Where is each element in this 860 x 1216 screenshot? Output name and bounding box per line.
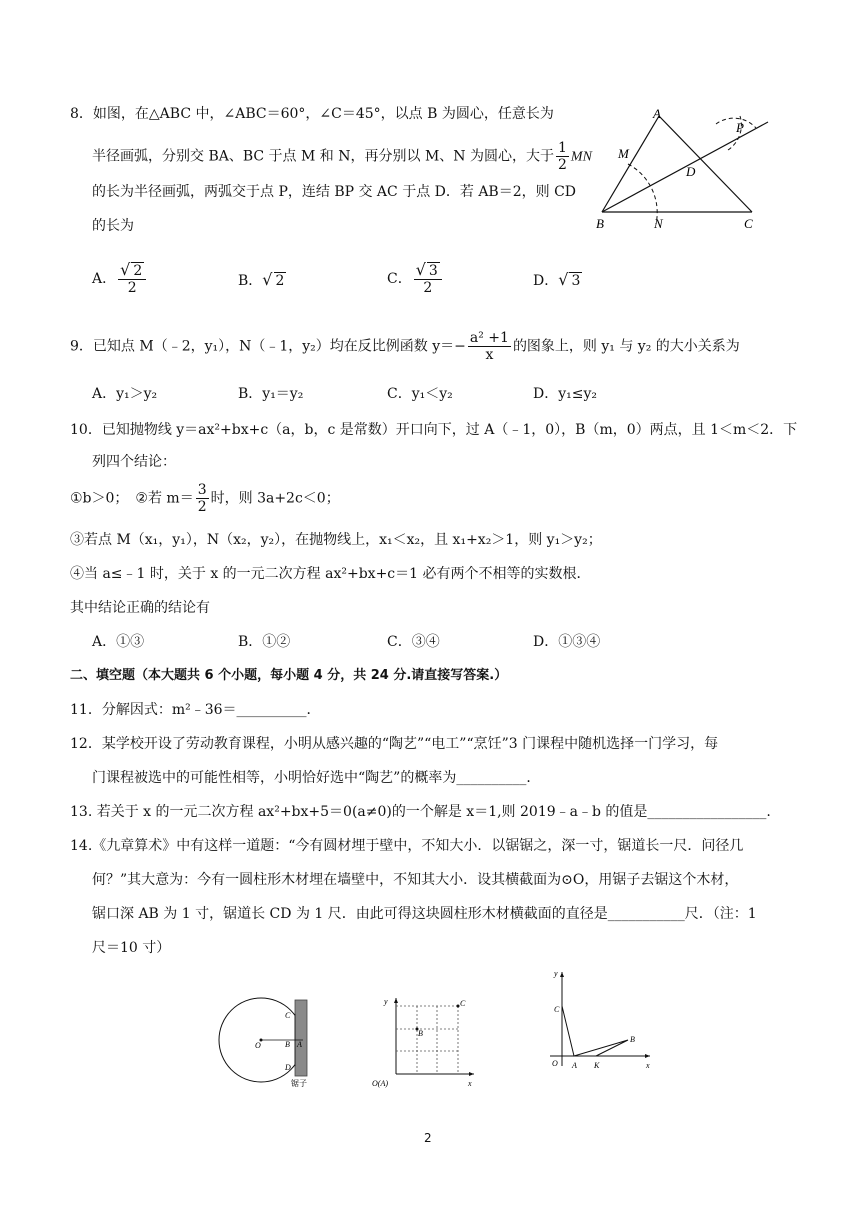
axes-label-C: C: [554, 1005, 560, 1014]
q8-option-a: A． $\frac{√ 2}{2}$: [92, 262, 148, 296]
page-number: 2: [424, 1131, 432, 1145]
q9-fraction: $\frac{\text{a² +1}}{x}$: [469, 330, 509, 363]
q8-line4: 的长为: [92, 218, 134, 234]
axes-label-O: O: [552, 1059, 558, 1068]
q10-conclusion-1-2: ①b＞0； ②若 m＝ $\frac{3}{2}$ 时，则 3a+2c＜0；: [70, 482, 340, 515]
grid-label-origin: O(A): [372, 1079, 388, 1088]
q9-option-a: A．y₁＞y₂: [92, 386, 158, 402]
q12-line2: 门课程被选中的可能性相等，小明恰好选中“陶艺”的概率为__________．: [92, 770, 541, 786]
q8-option-d: D．√ 3: [533, 270, 581, 289]
q8-option-c: C． $\frac{√ 3}{2}$: [387, 262, 444, 296]
q9-option-b: B．y₁＝y₂: [238, 386, 304, 402]
q9-option-c: C．y₁＜y₂: [387, 386, 453, 402]
axes-label-B: B: [630, 1035, 635, 1044]
q10-option-c: C．③④: [387, 634, 440, 650]
grid-figure: [370, 994, 480, 1094]
axes-label-A: A: [572, 1061, 577, 1070]
q8-label-A: A: [653, 106, 661, 121]
q10-conclusion-4: ④当 a≤﹣1 时，关于 x 的一元二次方程 ax²+bx+c＝1 必有两个不相等的实数根．: [70, 566, 591, 582]
q8-label-C: C: [744, 216, 753, 231]
q8-line2: [92, 140, 592, 173]
q13: 13. 若关于 x 的一元二次方程 ax²+bx+5＝0(a≠0)的一个解是 x＝1,则 2019﹣a﹣b 的值是_________________.: [70, 804, 771, 820]
q10-option-d: D．①③④: [533, 634, 601, 650]
q8-label-P: P: [736, 120, 744, 135]
q9-option-d: D．y₁≤y₂: [533, 386, 597, 402]
saw-circle-figure: [215, 990, 315, 1090]
grid-label-x: x: [468, 1079, 472, 1088]
axes-label-y: y: [554, 969, 558, 978]
axes-label-x: x: [646, 1061, 650, 1070]
q14-line3: 锯口深 AB 为 1 寸，锯道长 CD 为 1 尺．由此可得这块圆柱形木材横截面的直径是___________尺．（注：1: [92, 906, 757, 922]
saw-label-C: C: [285, 1011, 291, 1020]
section-2-heading: 二、填空题（本大题共 6 个小题，每小题 4 分，共 24 分.请直接写答案.）: [70, 668, 508, 683]
q14-line2: 何？”其大意为：今有一圆柱形木材埋在墙壁中，不知其大小．设其横截面为⊙O，用锯子去锯这个木材，: [92, 872, 739, 888]
q8-label-D: D: [686, 164, 696, 179]
q10-fraction: $\frac{3}{2}$: [197, 482, 207, 515]
q14-line1: 14.《九章算术》中有这样一道题：“今有圆材埋于壁中，不知大小．以锯锯之，深一寸，锯道长一尺．问径几: [70, 838, 744, 854]
axes-label-K: K: [594, 1061, 600, 1070]
q8-line1: 8．如图，在△ABC 中，∠ABC＝60°，∠C＝45°，以点 B 为圆心，任意长为: [70, 106, 554, 122]
saw-label-O: O: [255, 1041, 261, 1050]
q14-line4: 尺＝10 寸）: [92, 940, 171, 956]
q8-option-b: B．√ 2: [238, 270, 285, 289]
q10-option-a: A．①③: [92, 634, 145, 650]
q10-option-b: B．①②: [238, 634, 291, 650]
q11: 11．分解因式：m²﹣36＝__________．: [70, 702, 321, 718]
saw-label-D: D: [285, 1063, 291, 1072]
q8-label-B: B: [596, 216, 604, 231]
q8-line2-text: 半径画弧，分别交 BA、BC 于点 M 和 N，再分别以 M、N 为圆心，大于: [92, 148, 554, 165]
q10-conclusion-3: ③若点 M（x₁，y₁），N（x₂，y₂），在抛物线上，x₁＜x₂，且 x₁+x₂＞1，则 y₁＞y₂；: [70, 532, 602, 548]
q8-label-M: M: [618, 146, 629, 161]
grid-label-y: y: [384, 997, 388, 1006]
axes-figure: [546, 966, 656, 1076]
q12-line1: 12．某学校开设了劳动教育课程，小明从感兴趣的“陶艺”“电工”“烹饪”3 门课程中随机选择一门学习，每: [70, 736, 719, 752]
q10-prompt: 其中结论正确的结论有: [70, 600, 210, 616]
q10-line2: 列四个结论：: [92, 454, 176, 470]
q8-label-N: N: [654, 216, 663, 231]
q10-line1: 10．已知抛物线 y＝ax²+bx+c（a，b，c 是常数）开口向下，过 A（﹣1，0），B（m，0）两点，且 1＜m＜2．下: [70, 422, 798, 438]
q8-line3: 的长为半径画弧，两弧交于点 P，连结 BP 交 AC 于点 D．若 AB＝2，则 CD: [92, 184, 577, 200]
saw-label-saw: 锯子: [291, 1079, 307, 1088]
grid-label-B: B: [418, 1029, 423, 1038]
q8-frac-after: MN: [570, 149, 592, 165]
q8-fraction: $\frac{1}{2}$: [557, 140, 567, 173]
saw-label-B: B: [285, 1040, 290, 1049]
q9-question: 9．已知点 M（﹣2，y₁），N（﹣1，y₂）均在反比例函数 y＝− $\frac{\text{a² +1}}{x}$ 的图象上，则 y₁ 与 y₂ 的大小关系为: [70, 330, 740, 363]
q8-triangle-figure: [588, 104, 778, 234]
grid-label-C: C: [460, 999, 466, 1008]
saw-label-A: A: [297, 1040, 302, 1049]
